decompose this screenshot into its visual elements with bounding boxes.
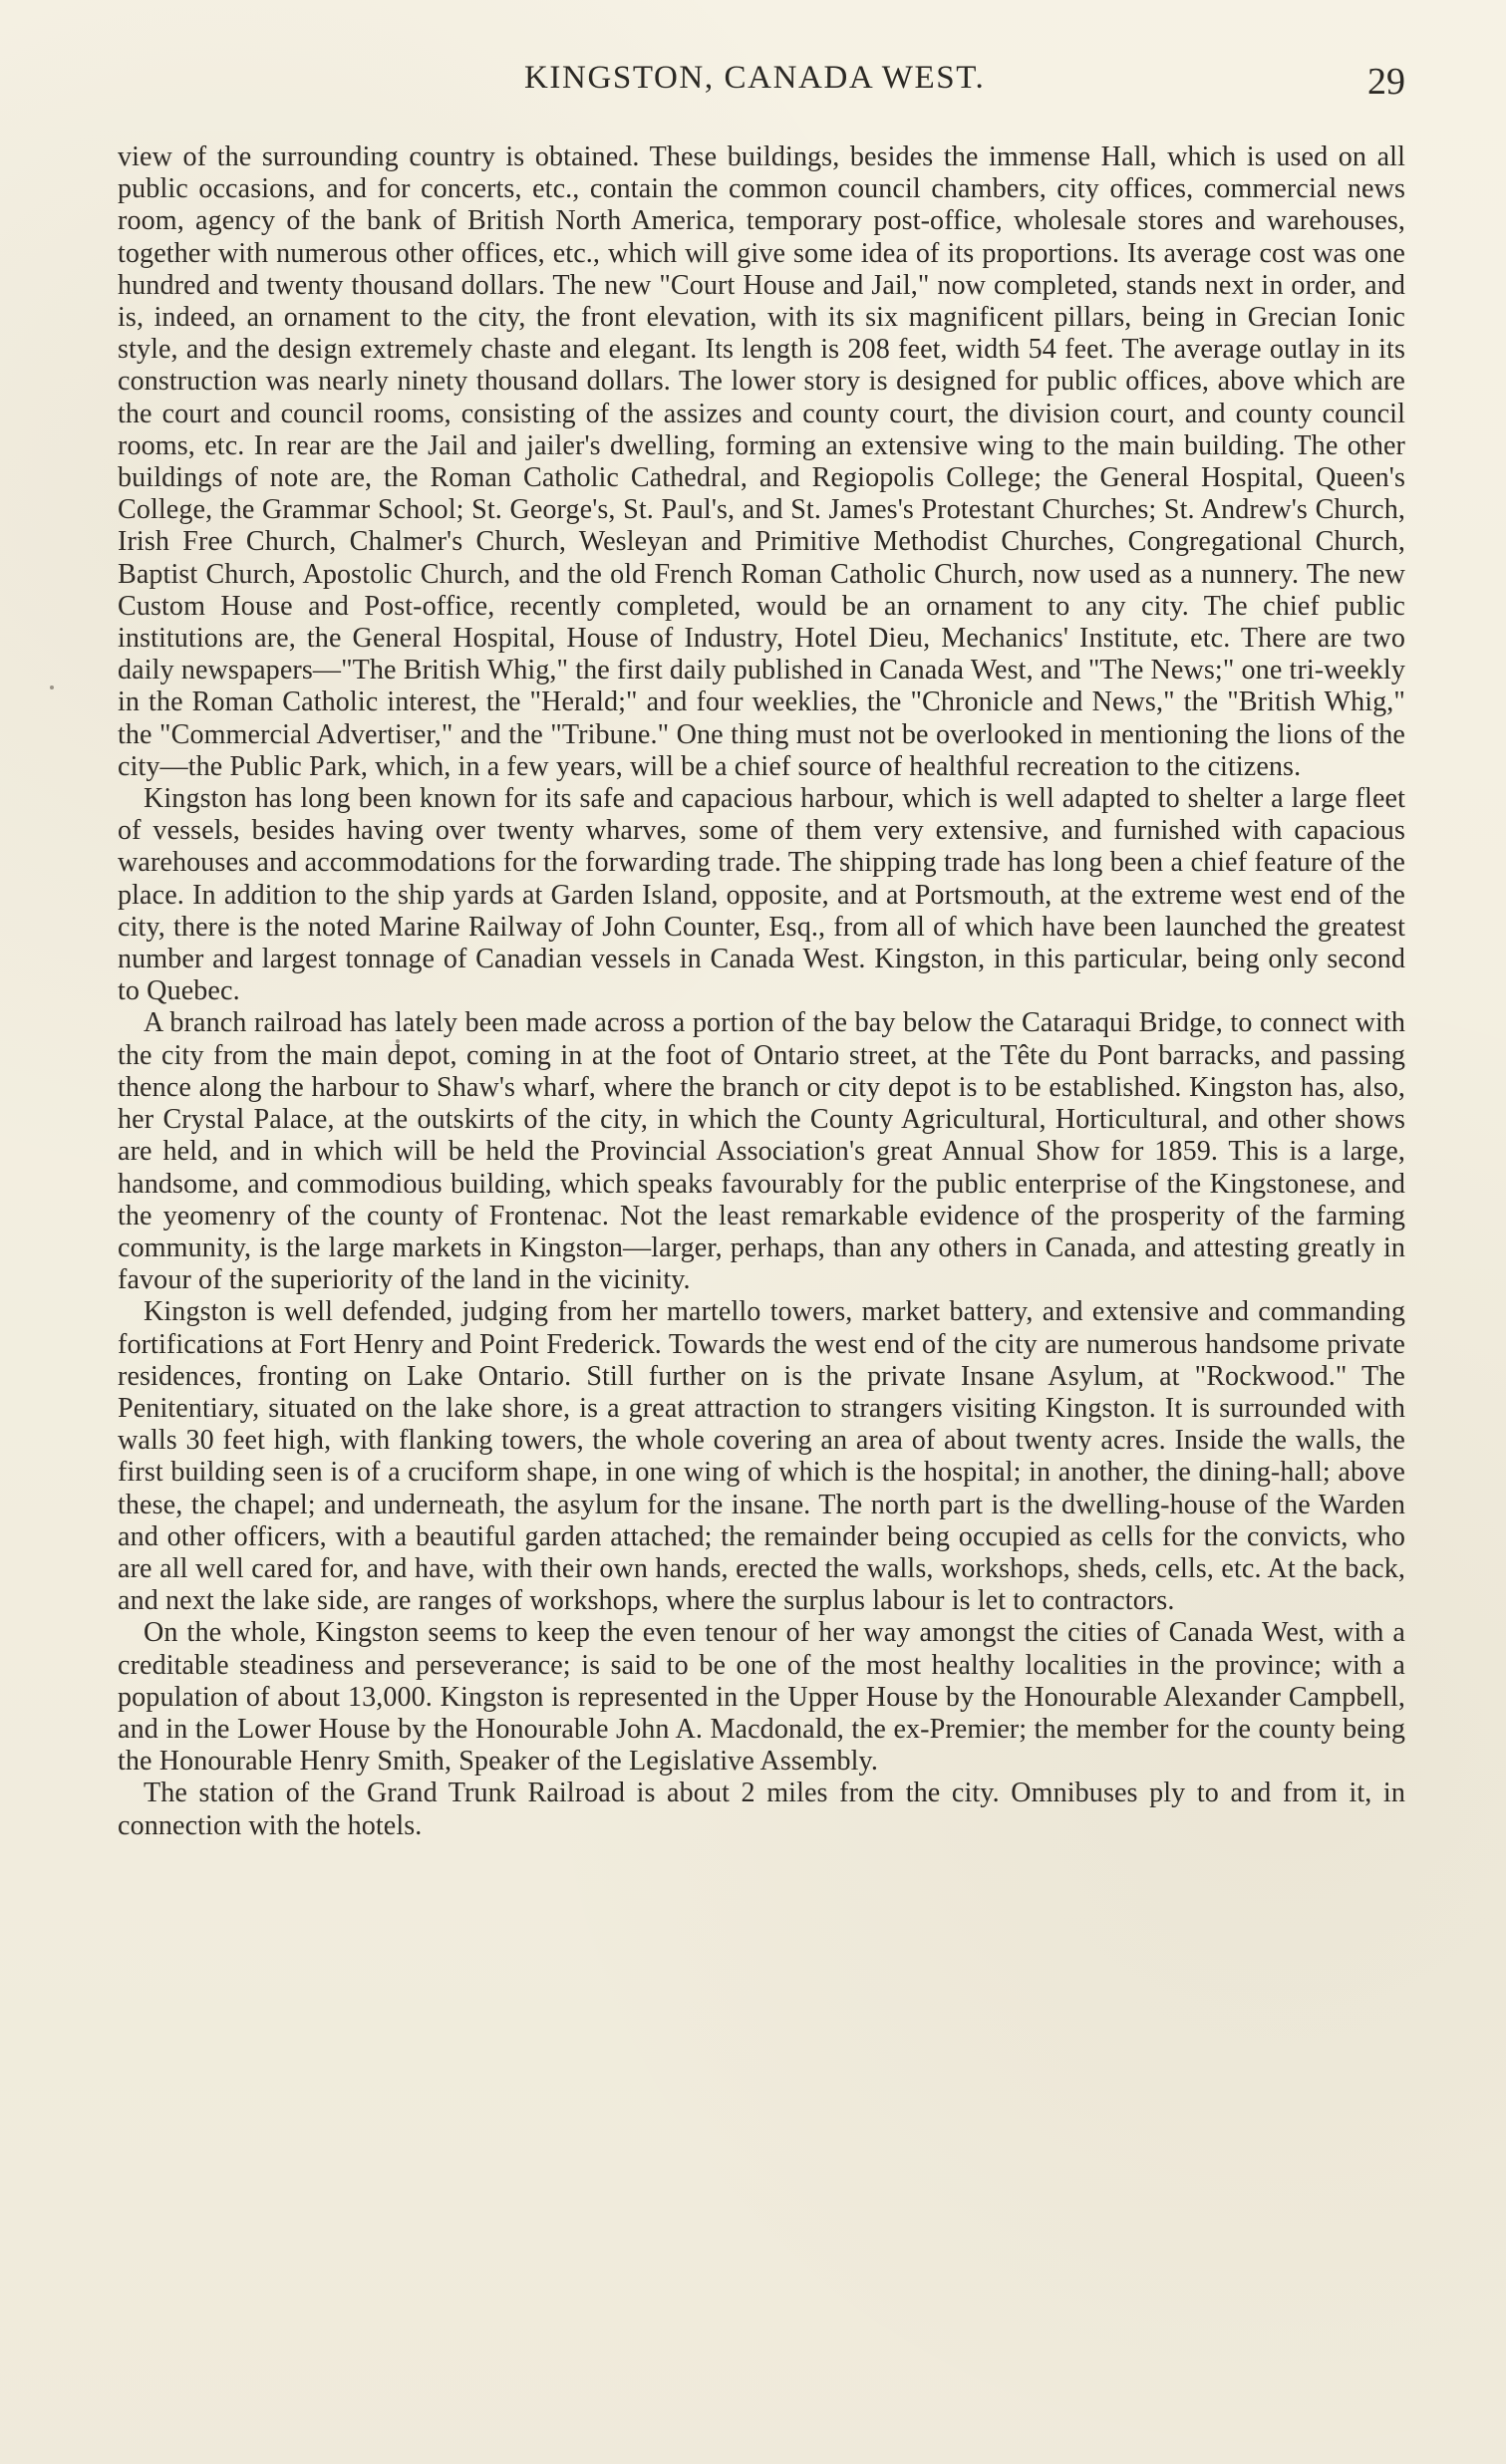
paragraph-1: view of the surrounding country is obtained. These buildings, besides the immense Hall, which is used on all public occasions, and for concerts, etc., contain the common council chambers, city offices, commercial news room, agency of the bank of British North America, temporary post-office, wholesale stores and warehouses, together with numerous other offices, etc., which will give some idea of its proportions. Its average cost was one hundred and twenty thousand dollars. The new "Court House and Jail," now completed, stands next in order, and is, indeed, an ornament to the city, the front elevation, with its six magnificent pillars, being in Grecian Ionic style, and the design extremely chaste and elegant. Its length is 208 feet, width 54 feet. The average outlay in its construction was nearly ninety thousand dollars. The lower story is designed for public offices, above which are the court and council rooms, consisting of the assizes and county court, the division court, and county council rooms, etc. In rear are the Jail and jailer's dwelling, forming an extensive wing to the main building. The other buildings of note are, the Roman Catholic Cathedral, and Regiopolis College; the General Hospital, Queen's College, the Grammar School; St. George's, St. Paul's, and St. James's Protestant Churches; St. Andrew's Church, Irish Free Church, Chalmer's Church, Wesleyan and Primitive Methodist Churches, Congregational Church, Baptist Church, Apostolic Church, and the old French Roman Catholic Church, now used as a nunnery. The new Custom House and Post-office, recently completed, would be an ornament to any city. The chief public institutions are, the General Hospital, House of Industry, Hotel Dieu, Mechanics' Institute, etc. There are two daily newspapers—"The British Whig," the first daily published in Canada West, and "The News;" one tri-weekly in the Roman Catholic interest, the "Herald;" and four weeklies, the "Chronicle and News," the "British Whig," the "Commercial Advertiser," and the "Tribune." One thing must not be overlooked in mentioning the lions of the city—the Public Park, which, in a few years, will be a chief source of healthful recreation to the citizens. — [118, 141, 1405, 782]
paragraph-3: A branch railroad has lately been made across a portion of the bay below the Cataraqui Bridge, to connect with the city from the main depot, coming in at the foot of Ontario street, at the Tête du Pont barracks, and passing thence along the harbour to Shaw's wharf, where the branch or city depot is to be established. Kingston has, also, her Crystal Palace, at the outskirts of the city, in which the County Agricultural, Horticultural, and other shows are held, and in which will be held the Provincial Association's great Annual Show for 1859. This is a large, handsome, and commodious building, which speaks favourably for the public enterprise of the Kingstonese, and the yeomenry of the county of Frontenac. Not the least remarkable evidence of the prosperity of the farming community, is the large markets in Kingston—larger, perhaps, than any others in Canada, and attesting greatly in favour of the superiority of the land in the vicinity. — [118, 1007, 1405, 1296]
paragraph-6: The station of the Grand Trunk Railroad is about 2 miles from the city. Omnibuses ply to and from it, in connection with the hotels. — [118, 1778, 1405, 1841]
page-number: 29 — [1367, 61, 1405, 103]
margin-mark — [50, 685, 54, 689]
running-head: KINGSTON, CANADA WEST. — [524, 60, 986, 96]
page-header — [118, 60, 1405, 112]
paragraph-2: Kingston has long been known for its safe and capacious harbour, which is well adapted to shelter a large fleet of vessels, besides having over twenty wharves, some of them very extensive, and furnished with capacious warehouses and accommodations for the forwarding trade. The shipping trade has long been a chief feature of the place. In addition to the ship yards at Garden Island, opposite, and at Portsmouth, at the extreme west end of the city, there is the noted Marine Railway of John Counter, Esq., from all of which have been launched the greatest number and largest tonnage of Canadian vessels in Canada West. Kingston, in this particular, being only second to Quebec. — [118, 783, 1405, 1007]
paragraph-5: On the whole, Kingston seems to keep the even tenour of her way amongst the cities of Canada West, with a creditable steadiness and perseverance; is said to be one of the most healthy localities in the province; with a population of about 13,000. Kingston is represented in the Upper House by the Honourable Alexander Campbell, and in the Lower House by the Honourable John A. Macdonald, the ex-Premier; the member for the county being the Honourable Henry Smith, Speaker of the Legislative Assembly. — [118, 1617, 1405, 1778]
paper-speck — [396, 1039, 400, 1043]
paragraph-4: Kingston is well defended, judging from her martello towers, market battery, and extensive and commanding fortifications at Fort Henry and Point Frederick. Towards the west end of the city are numerous handsome private residences, fronting on Lake Ontario. Still further on is the private Insane Asylum, at "Rockwood." The Penitentiary, situated on the lake shore, is a great attraction to strangers visiting Kingston. It is surrounded with walls 30 feet high, with flanking towers, the whole covering an area of about twenty acres. Inside the walls, the first building seen is of a cruciform shape, in one wing of which is the hospital; in another, the dining-hall; above these, the chapel; and underneath, the asylum for the insane. The north part is the dwelling-house of the Warden and other officers, with a beautiful garden attached; the remainder being occupied as cells for the convicts, who are all well cared for, and have, with their own hands, erected the walls, workshops, sheds, cells, etc. At the back, and next the lake side, are ranges of workshops, where the surplus labour is let to contractors. — [118, 1296, 1405, 1617]
page-body — [118, 141, 1405, 2383]
